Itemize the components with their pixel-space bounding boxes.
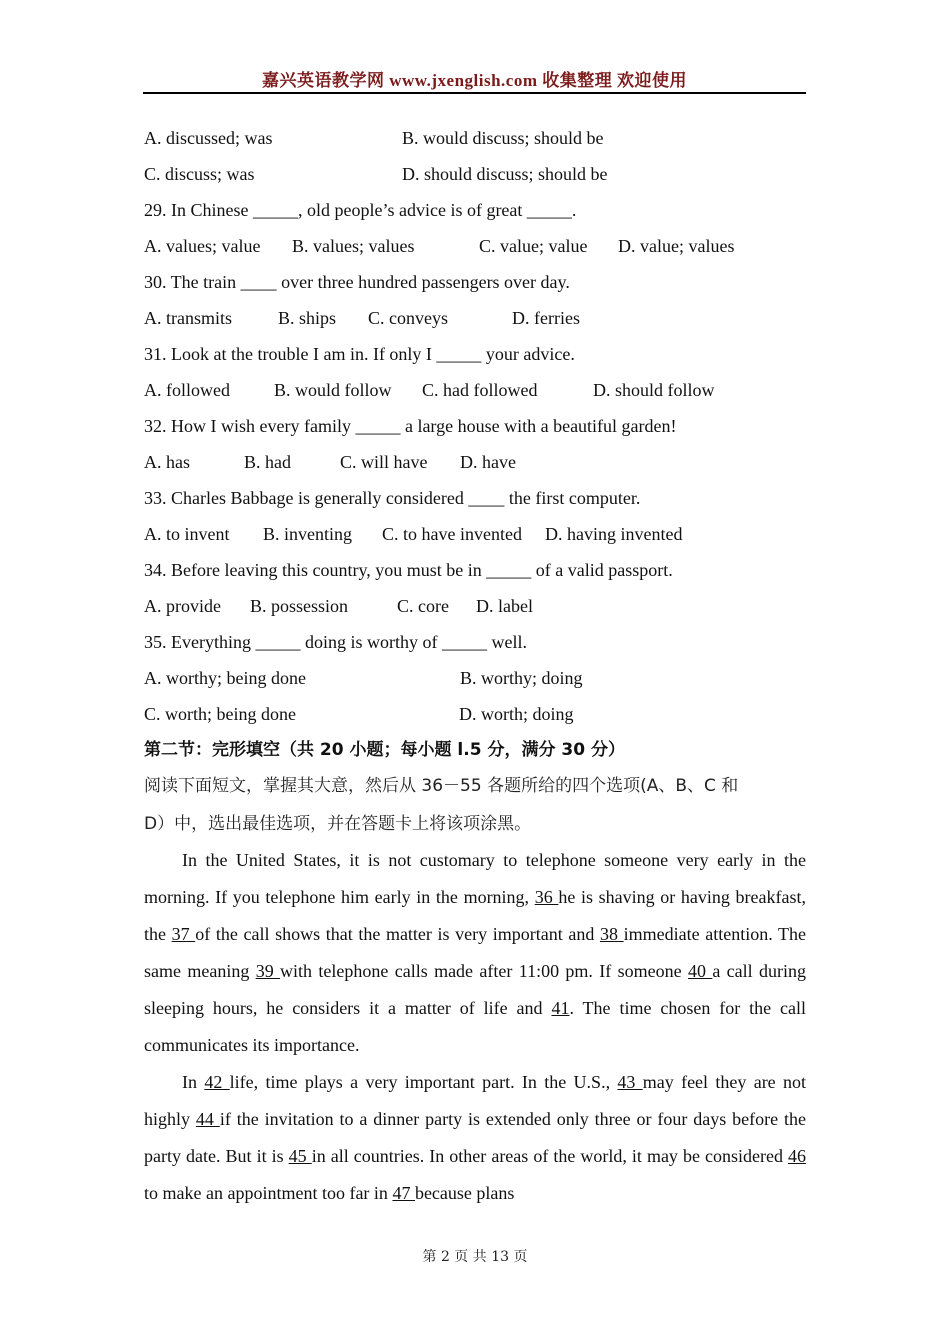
q29-option-d: D. value; values (618, 236, 735, 256)
section-instructions-line2: D）中，选出最佳选项，并在答题卡上将该项涂黑。 (144, 814, 532, 834)
q35-option-b: B. worthy; doing (460, 668, 583, 688)
q31-option-b: B. would follow (274, 380, 392, 400)
q33-option-c: C. to have invented (382, 524, 522, 544)
q30-option-b: B. ships (278, 308, 337, 328)
q29-option-a: A. values; value (144, 236, 261, 256)
section-instructions-line1: 阅读下面短文，掌握其大意，然后从 36－55 各题所给的四个选项(A、B、C 和 (144, 776, 739, 796)
q32-option-a: A. has (144, 452, 190, 472)
blank-47: 47 (392, 1183, 415, 1203)
q32-stem: 32. How I wish every family _____ a large house with a beautiful garden! (144, 416, 677, 436)
passage-paragraph-1: In the United States, it is not customary to telephone someone very early in the morning. If you telephone him early in the morning, 36 he is shaving or having breakfast, the 37 of the call shows that the matter is very important and 38 immediate attention. The same meaning 39 with telephone calls made after 11:00 pm. If someone 40 a call during sleeping hours, he considers it a matter of life and 41. The time chosen for the call communicates its importance. (144, 850, 807, 1055)
q35-option-a: A. worthy; being done (144, 668, 306, 688)
blank-42: 42 (204, 1072, 230, 1092)
q34-option-b: B. possession (250, 596, 349, 616)
blank-44: 44 (195, 1109, 220, 1129)
q28-option-a: A. discussed; was (144, 128, 273, 148)
q32-option-b: B. had (244, 452, 291, 472)
q35-option-c: C. worth; being done (144, 704, 296, 724)
q28-option-d: D. should discuss; should be (402, 164, 608, 184)
q31-option-c: C. had followed (422, 380, 538, 400)
q33-stem: 33. Charles Babbage is generally considered ____ the first computer. (144, 488, 641, 508)
page-footer: 第 2 页 共 13 页 (422, 1249, 528, 1265)
q32-option-d: D. have (460, 452, 516, 472)
q32-option-c: C. will have (340, 452, 428, 472)
q30-option-d: D. ferries (512, 308, 580, 328)
q35-option-d: D. worth; doing (459, 704, 574, 724)
blank-37: 37 (171, 924, 196, 944)
q30-option-a: A. transmits (144, 308, 232, 328)
blank-41: 41 (551, 998, 570, 1018)
q31-option-d: D. should follow (593, 380, 715, 400)
blank-40: 40 (687, 961, 713, 981)
q29-option-c: C. value; value (479, 236, 588, 256)
cloze-passage (144, 842, 806, 1212)
section-title: 第二节：完形填空（共 20 小题；每小题 l.5 分，满分 30 分） (144, 740, 625, 760)
blank-36: 36 (534, 887, 559, 907)
blank-45: 45 (288, 1146, 312, 1166)
q34-option-d: D. label (476, 596, 533, 616)
q29-option-b: B. values; values (292, 236, 415, 256)
q31-option-a: A. followed (144, 380, 230, 400)
q28-option-b: B. would discuss; should be (402, 128, 604, 148)
q35-stem: 35. Everything _____ doing is worthy of _____ well. (144, 632, 527, 652)
blank-46: 46 (788, 1146, 806, 1166)
blank-39: 39 (255, 961, 281, 981)
blank-38: 38 (600, 924, 624, 944)
q34-option-c: C. core (397, 596, 449, 616)
q29-stem: 29. In Chinese _____, old people’s advice is of great _____. (144, 200, 577, 220)
blank-43: 43 (617, 1072, 643, 1092)
q33-option-a: A. to invent (144, 524, 230, 544)
q33-option-d: D. having invented (545, 524, 683, 544)
passage-paragraph-2: In 42 life, time plays a very important part. In the U.S., 43 may feel they are not highly 44 if the invitation to a dinner party is extended only three or four days before the party date. But it is 45 in all countries. In other areas of the world, it may be considered 46 to make an appointment too far in 47 because plans (144, 1072, 807, 1203)
q34-option-a: A. provide (144, 596, 221, 616)
q30-stem: 30. The train ____ over three hundred passengers over day. (144, 272, 570, 292)
page-header: 嘉兴英语教学网 www.jxenglish.com 收集整理 欢迎使用 (143, 66, 806, 94)
q33-option-b: B. inventing (263, 524, 352, 544)
q34-stem: 34. Before leaving this country, you must be in _____ of a valid passport. (144, 560, 673, 580)
q28-option-c: C. discuss; was (144, 164, 255, 184)
q31-stem: 31. Look at the trouble I am in. If only I _____ your advice. (144, 344, 575, 364)
q30-option-c: C. conveys (368, 308, 448, 328)
